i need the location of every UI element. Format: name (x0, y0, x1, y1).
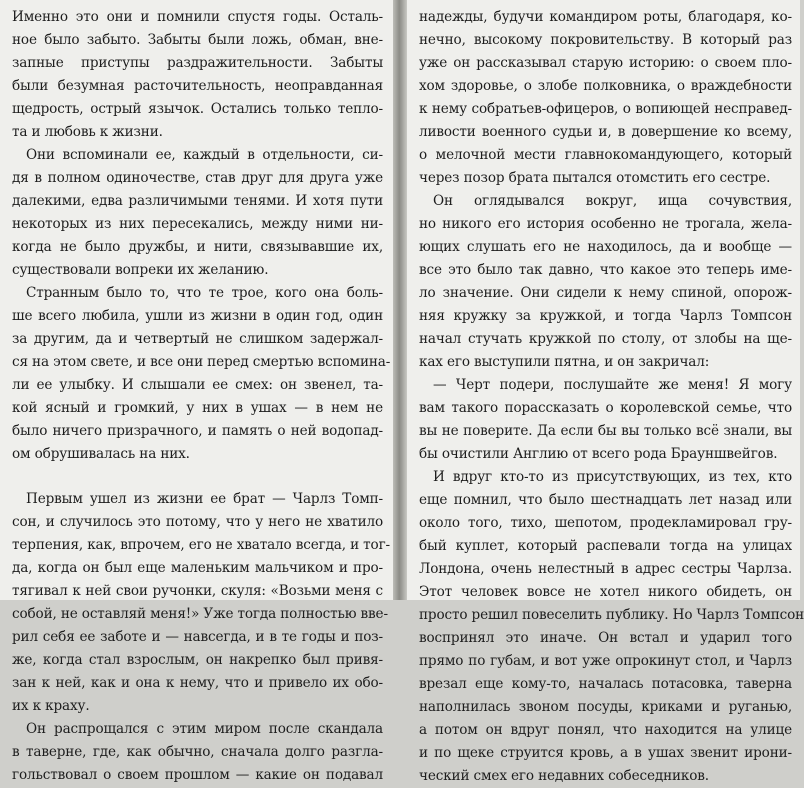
text-line: просто решил повеселить публику. Но Чарлз Томпсон (419, 607, 804, 623)
text-line: Именно это они и помнили спустя годы. Осталь- (12, 9, 383, 25)
text-line: гольствовал о своем прошлом — какие он подавал (12, 767, 383, 783)
text-line: все это было так давно, что какое это теперь име- (419, 262, 792, 278)
text-line: врезал еще кому-то, началась потасовка, таверна (419, 676, 792, 692)
text-line: зан к ней, как и она к нему, что и привело их обо- (12, 675, 383, 691)
text-line: ся на этом свете, и все они перед смертью вспомина- (12, 354, 391, 370)
book-gutter (393, 0, 407, 600)
left-page (0, 0, 393, 783)
text-line: ом обрушивалась на них. (12, 446, 190, 462)
text-line: же, когда стал взрослым, он накрепко был привя- (12, 652, 383, 668)
text-line: вы не поверите. Да если бы вы только всё знали, вы (419, 423, 792, 439)
text-line: прямо по губам, и вот уже опрокинут стол, и Чарлз (419, 653, 792, 669)
text-line: ше всего любила, ушли из жизни в один год, один (12, 308, 383, 324)
text-line: щедрость, острый язычок. Остались только тепло- (12, 101, 383, 117)
text-line: существовали вопреки их желанию. (12, 262, 269, 278)
text-line: около того, тихо, шепотом, продекламировал гру- (419, 515, 792, 531)
text-line: некоторых из них пересекались, между ними ни- (12, 216, 383, 232)
text-line: тягивал к ней свои ручонки, скуля: «Возьми меня с (12, 583, 383, 599)
text-line: Он оглядывался вокруг, ища сочувствия, (433, 193, 792, 209)
text-line: рил себя ее заботе и — навсегда, и в те годы и поз- (12, 629, 383, 645)
text-line: ли ее улыбку. И слышали ее смех: он звенел, та- (12, 377, 383, 393)
text-line: воспринял это иначе. Он встал и ударил того (419, 630, 792, 646)
text-line: нечно, высокому покровительству. В который раз (419, 32, 792, 48)
text-line: начал стучать кружкой по столу, от злобы на ще- (419, 331, 792, 347)
text-line: а потом он вдруг понял, что находится на улице (419, 722, 792, 738)
text-line: и по щеке струится кровь, а в ушах звенит ирони- (419, 745, 792, 761)
text-line: когда не было дружбы, и нити, связывавшие их, (12, 239, 383, 255)
text-line: было ничего призрачного, и память о ней водопад- (12, 423, 383, 439)
text-line: уже он рассказывал старую историю: о своем пло- (419, 55, 792, 71)
text-line: няя кружку за кружкой, и тогда Чарлз Томпсон (419, 308, 792, 324)
text-line: бый куплет, который распевали тогда на улицах (419, 538, 792, 554)
text-line: ло значение. Они сидели к нему спиной, опорож- (419, 285, 792, 301)
text-line: — Черт подери, послушайте же меня! Я могу (433, 377, 792, 393)
text-line: терпения, как, впрочем, его не хватало всегда, и тог- (12, 537, 390, 553)
text-line: но никого его история особенно не трогала, жела- (419, 216, 792, 232)
text-line: кой ясный и громкий, у них в ушах — в нем не (12, 400, 383, 416)
text-line: Странным было то, что те трое, кого она боль- (26, 285, 383, 301)
text-line: Первым ушел из жизни ее брат — Чарлз Томп- (26, 491, 383, 507)
text-line: И вдруг кто-то из присутствующих, из тех, кто (433, 469, 792, 485)
text-line: Этот человек вовсе не хотел никого обидеть, он (419, 584, 792, 600)
text-line: да, когда он был еще маленьким мальчиком и про- (12, 560, 383, 576)
text-line: надежды, будучи командиром роты, благодаря, ко- (419, 9, 792, 25)
text-line: ющих слушать его не находилось, да и вообще — (419, 239, 792, 255)
text-line: собой, не оставляй меня!» Уже тогда полностью вве- (12, 606, 388, 622)
text-line: через позор брата пытался отомстить его сестре. (419, 170, 771, 186)
text-line: за другим, да и четвертый не слишком задержал- (12, 331, 383, 347)
text-line: их к краху. (12, 698, 90, 714)
text-line: Он распрощался с этим миром после скандала (26, 721, 383, 737)
text-line: Лондона, очень нелестный в адрес сестры Чарлза. (419, 561, 792, 577)
text-line: сон, и случилось это потому, что у него не хватило (12, 514, 383, 530)
text-line: бы очистили Англию от всего рода Брауншвейгов. (419, 446, 778, 462)
text-line: дя в полном одиночестве, став друг для друга уже (12, 170, 383, 186)
text-line: ческий смех его недавних собеседников. (419, 768, 709, 784)
text-line: хом здоровье, о злобе полковника, о враждебности (419, 78, 792, 94)
right-page (407, 0, 804, 784)
text-line: та и любовь к жизни. (12, 124, 163, 140)
text-line: о мелочной мести главнокомандующего, который (419, 147, 792, 163)
text-line: были безумная расточительность, неоправданная (12, 78, 383, 94)
text-line: Они вспоминали ее, каждый в отдельности, си- (26, 147, 383, 163)
text-line: к нему собратьев-офицеров, о вопиющей несправед- (419, 101, 792, 117)
text-line: в таверне, где, как обычно, сначала долго разгла- (12, 744, 383, 760)
text-line: еще помнил, что было шестнадцать лет назад или (419, 492, 792, 508)
text-line: запные приступы раздражительности. Забыты (12, 55, 383, 71)
text-line: ках его выступили пятна, и он закричал: (419, 354, 710, 370)
text-line: ное было забыто. Забыты были ложь, обман, вне- (12, 32, 383, 48)
text-line: далекими, едва различимыми тенями. И хотя пути (12, 193, 383, 209)
text-line: ливости военного судьи и, в довершение ко всему, (419, 124, 792, 140)
text-line: наполнилась звоном посуды, криками и руганью, (419, 699, 792, 715)
text-line: вам такого порассказать о королевской семье, что (419, 400, 792, 416)
